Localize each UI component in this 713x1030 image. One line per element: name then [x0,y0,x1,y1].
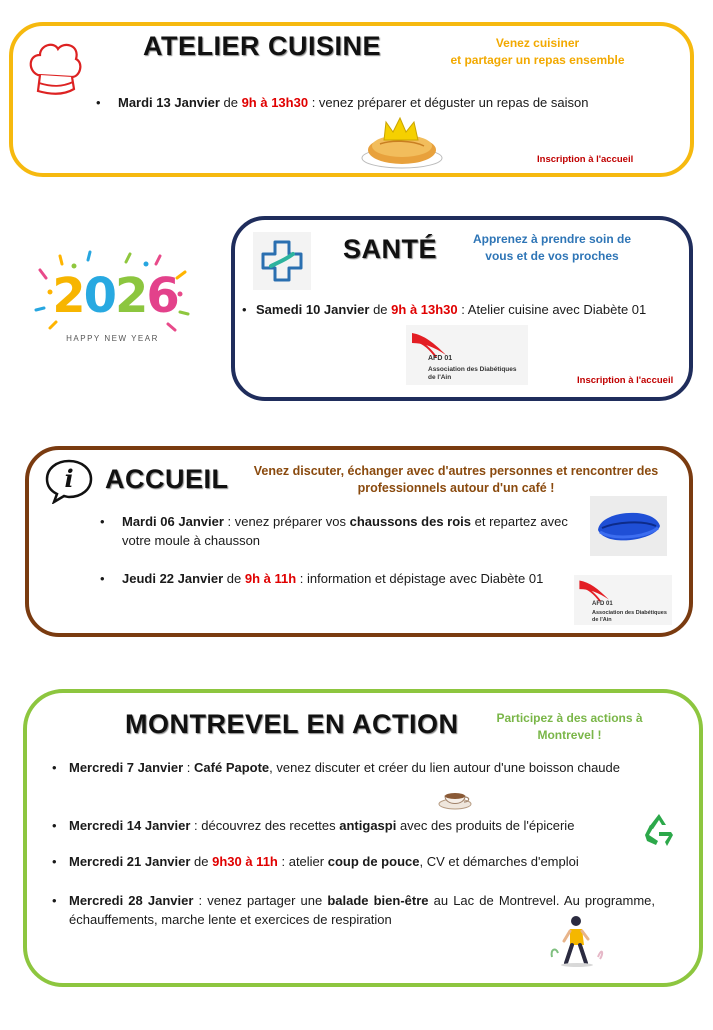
walking-woman-icon [548,913,606,969]
sante-tagline-line2: vous et de vos proches [485,249,619,263]
accueil-tagline [225,463,687,497]
atelier-tagline-line1: Venez cuisiner [495,36,580,50]
list-item: • Jeudi 22 Janvier de 9h à 11h : information et dépistage avec Diabète 01 [100,571,544,586]
sante-tagline [462,231,642,265]
sante-title: SANTÉ [343,234,438,264]
new-year-digits: 2026 [50,268,180,324]
list-item: • Mardi 06 Janvier : venez préparer vos chaussons des rois et repartez avec votre moule à chausson [100,514,568,548]
afd01-badge: AFD 01 [592,601,613,607]
info-icon: i [44,458,94,504]
galette-des-rois-icon [360,110,444,170]
afd01-logo [406,325,528,385]
list-item: • Mercredi 14 Janvier : découvrez des recettes antigaspi avec des produits de l'épicerie [52,818,575,833]
afd01-line2: de l'Ain [592,617,612,623]
montrevel-tagline-line1: Participez à des actions à [496,711,643,725]
list-item: • Mercredi 21 Janvier de 9h30 à 11h : atelier coup de pouce, CV et démarches d'emploi [52,854,579,869]
montrevel-tagline [487,710,652,744]
afd01-line2: de l'Ain [428,374,452,381]
coffee-cup-icon [437,788,473,810]
accueil-title: ACCUEIL [105,464,229,494]
accueil-tagline-line2: professionnels autour d'un café ! [357,481,555,495]
atelier-tagline [430,35,645,69]
atelier-tagline-line2: et partager un repas ensemble [450,53,625,67]
atelier-inscription: Inscription à l'accueil [537,154,634,165]
health-cross-icon [253,232,311,290]
recycle-icon [640,811,678,849]
afd01-logo [574,575,672,625]
chausson-mold-image [590,496,667,556]
sante-inscription: Inscription à l'accueil [577,375,674,386]
montrevel-title: MONTREVEL EN ACTION [125,709,459,739]
list-item: • Samedi 10 Janvier de 9h à 13h30 : Atelier cuisine avec Diabète 01 [242,302,647,317]
accueil-tagline-line1: Venez discuter, échanger avec d'autres personnes et rencontrer des [253,464,659,478]
list-item: • Mardi 13 Janvier de 9h à 13h30 : venez préparer et déguster un repas de saison [96,95,589,110]
list-item: • Mercredi 7 Janvier : Café Papote, venez discuter et créer du lien autour d'une boisson chaude [52,760,620,775]
new-year-caption: HAPPY NEW YEAR [66,334,159,343]
afd01-line1: Association des Diabétiques [428,366,517,373]
afd01-line1: Association des Diabétiques [592,610,667,616]
chef-hat-icon [24,37,86,99]
atelier-title: ATELIER CUISINE [143,31,382,61]
happy-new-year-graphic [30,250,195,350]
list-item: • Mercredi 28 Janvier : venez partager une balade bien-être au Lac de Montrevel. Au programme, échauffements, marche lente et exercices de respiration [52,893,655,927]
afd01-badge: AFD 01 [428,355,453,362]
montrevel-tagline-line2: Montrevel ! [537,728,602,742]
sante-tagline-line1: Apprenez à prendre soin de [472,232,632,246]
